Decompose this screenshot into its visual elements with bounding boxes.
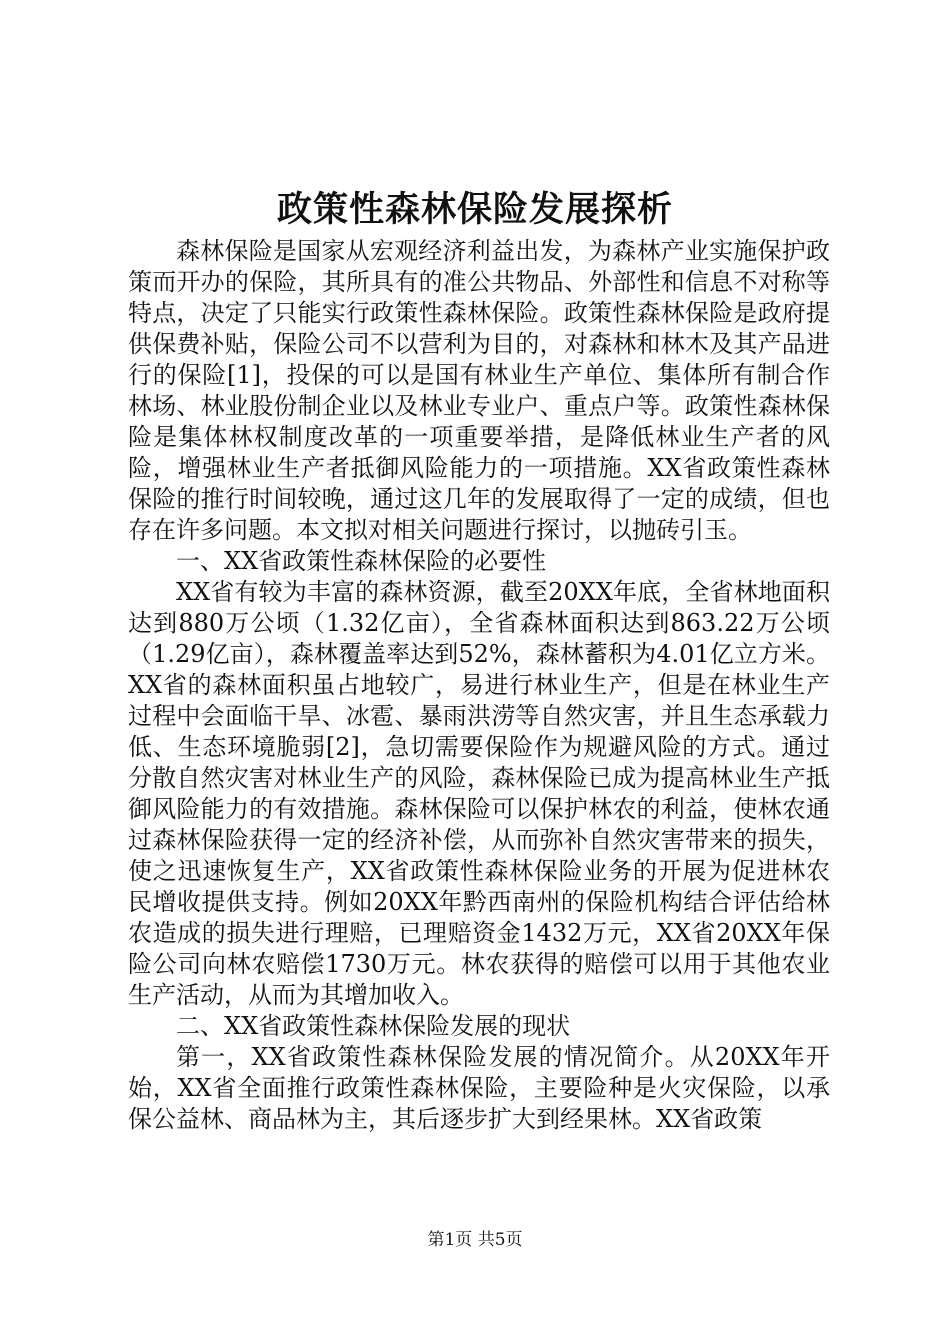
page-footer: 第1页 共5页 bbox=[427, 1230, 523, 1250]
section-heading-2: 二、XX省政策性森林保险发展的现状 bbox=[176, 1012, 571, 1040]
document-title: 政策性森林保险发展探析 bbox=[276, 189, 673, 230]
section-paragraph-2: 第一，XX省政策性森林保险发展的情况简介。从20XX年开始，XX省全面推行政策性森林保险，主要险种是火灾保险，以承保公益林、商品林为主，其后逐步扩大到经果林。XX省政策 bbox=[128, 1043, 830, 1133]
intro-paragraph: 森林保险是国家从宏观经济利益出发，为森林产业实施保护政策而开办的保险，其所具有的准公共物品、外部性和信息不对称等特点，决定了只能实行政策性森林保险。政策性森林保险是政府提供保费补贴，保险公司不以营利为目的，对森林和林木及其产品进行的保险[1]，投保的可以是国有林业生产单位、集体所有制合作林场、林业股份制企业以及林业专业户、重点户等。政策性森林保险是集体林权制度改革的一项重要举措，是降低林业生产者的风险，增强林业生产者抵御风险能力的一项措施。XX省政策性森林保险的推行时间较晚，通过这几年的发展取得了一定的成绩，但也存在许多问题。本文拟对相关问题进行探讨，以抛砖引玉。 bbox=[128, 237, 830, 544]
section-paragraph-1: XX省有较为丰富的森林资源，截至20XX年底，全省林地面积达到880万公顷（1.32亿亩），全省森林面积达到863.22万公顷（1.29亿亩），森林覆盖率达到52%，森林蓄积为4.01亿立方米。XX省的森林面积虽占地较广，易进行林业生产，但是在林业生产过程中会面临干旱、冰雹、暴雨洪涝等自然灾害，并且生态承载力低、生态环境脆弱[2]，急切需要保险作为规避风险的方式。通过分散自然灾害对林业生产的风险，森林保险已成为提高林业生产抵御风险能力的有效措施。森林保险可以保护林农的利益，使林农通过森林保险获得一定的经济补偿，从而弥补自然灾害带来的损失，使之迅速恢复生产，XX省政策性森林保险业务的开展为促进林农民增收提供支持。例如20XX年黔西南州的保险机构结合评估给林农造成的损失进行理赔，已理赔资金1432万元，XX省20XX年保险公司向林农赔偿1730万元。林农获得的赔偿可以用于其他农业生产活动，从而为其增加收入。 bbox=[128, 578, 830, 1009]
section-heading-1: 一、XX省政策性森林保险的必要性 bbox=[176, 547, 547, 575]
document-body bbox=[128, 236, 830, 1135]
